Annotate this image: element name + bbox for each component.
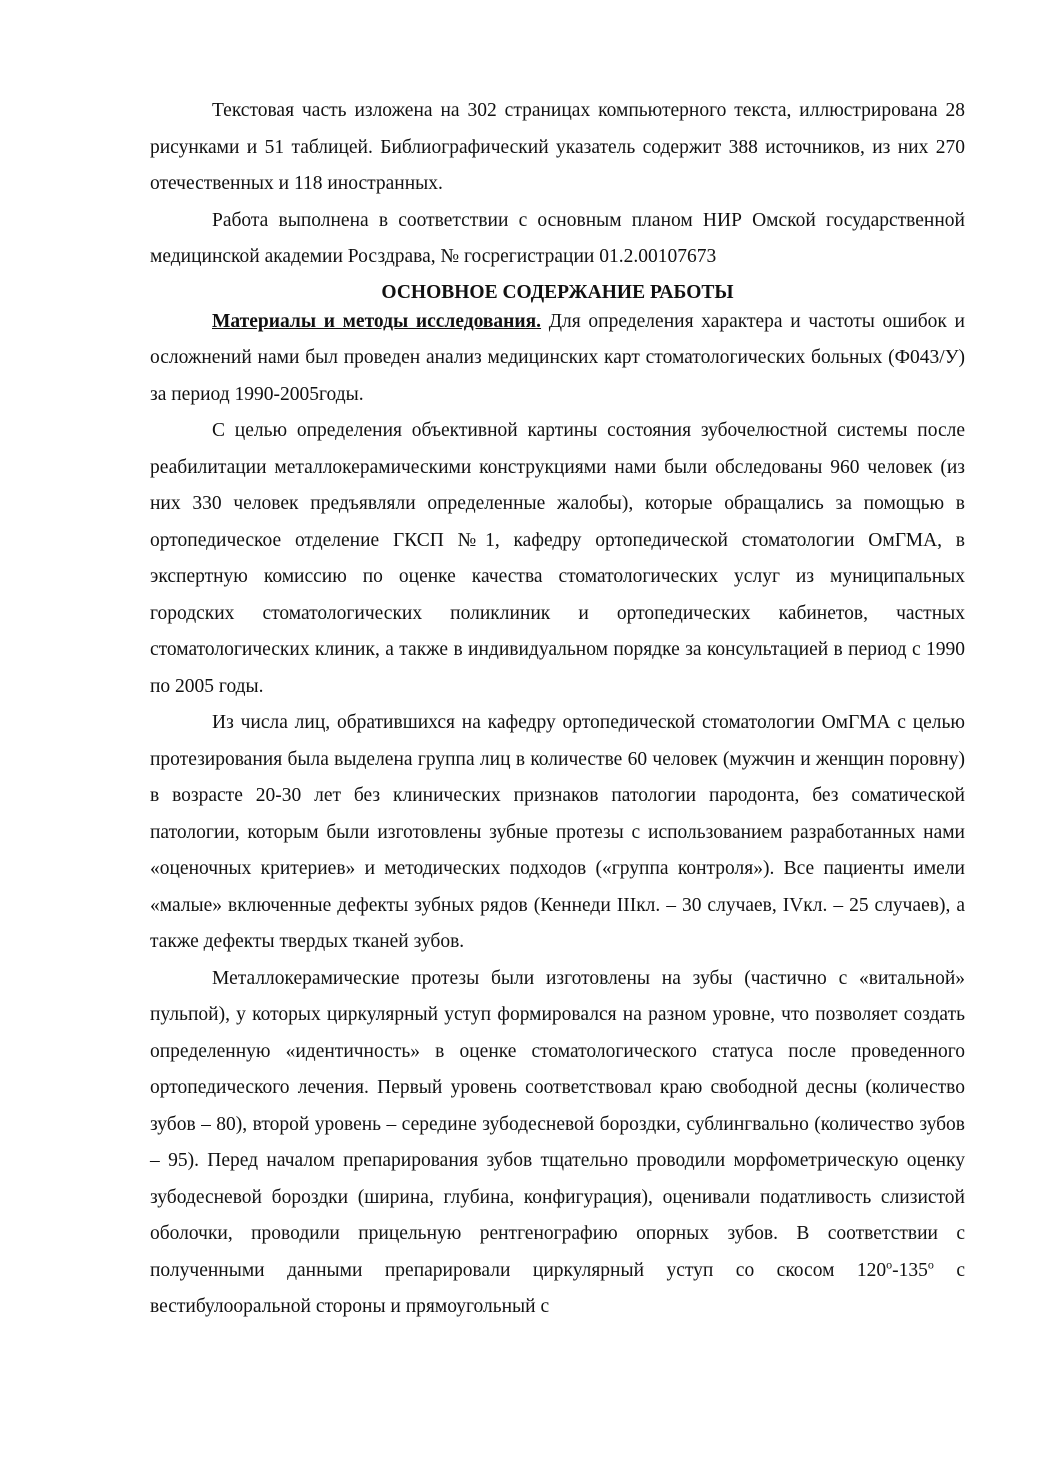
prostheses-text-part-3: с вестибулооральной стороны и прямоугольный с [150,1259,965,1317]
paragraph-text-volume: Текстовая часть изложена на 302 страницах компьютерного текста, иллюстрирована 28 рисунками и 51 таблицей. Библиографический указатель содержит 388 источников, из них 270 отечественных и 118 иностранных. [150,100,965,194]
prostheses-text-part-2: -135 [892,1259,928,1281]
materials-methods-text: Для определения характера и частоты ошибок и осложнений нами был проведен анализ медицинских карт стоматологических больных (Ф043/У) за период 1990-2005годы. [150,310,965,405]
document-page [150,93,965,1326]
degree-sign-1: о [886,1257,893,1271]
paragraph-materials-methods [150,304,965,414]
paragraph-control-group: Из числа лиц, обратившихся на кафедру ортопедической стоматологии ОмГМА с целью протезирования была выделена группа лиц в количестве 60 человек (мужчин и женщин поровну) в возрасте 20-30 лет без клинических признаков патологии пародонта, без соматической патологии, которым были изготовлены зубные протезы с использованием разработанных нами «оценочных критериев» и методических подходов («группа контроля»). Все пациенты имели «малые» включенные дефекты зубных рядов (Кеннеди IIIкл. – 30 случаев, IVкл. – 25 случаев), а также дефекты твердых тканей зубов. [150,712,965,952]
degree-sign-2: о [927,1257,934,1271]
prostheses-text-part-1: Металлокерамические протезы были изготовлены на зубы (частично с «витальной» пульпой), у которых циркулярный уступ формировался на разном уровне, что позволяет создать определенную «идентичность» в оценке стоматологического статуса после проведенного ортопедического лечения. Первый уровень соответствовал краю свободной десны (количество зубов – 80), второй уровень – середине зубодесневой бороздки, сублингвально (количество зубов – 95). Перед началом препарирования зубов тщательно проводили морфометрическую оценку зубодесневой бороздки (ширина, глубина, конфигурация), оценивали податливость слизистой оболочки, проводили прицельную рентгенографию опорных зубов. В соответствии с полученными данными препарировали циркулярный уступ со скосом 120 [150,967,965,1281]
paragraph-metal-ceramic-prostheses [150,961,965,1326]
paragraph-examined-patients: С целью определения объективной картины состояния зубочелюстной системы после реабилитации металлокерамическими конструкциями нами были обследованы 960 человек (из них 330 человек предъявляли определенные жалобы), которые обращались за помощью в ортопедическое отделение ГКСП №1, кафедру ортопедической стоматологии ОмГМА, в экспертную комиссию по оценке качества стоматологических услуг из муниципальных городских стоматологических поликлиник и ортопедических кабинетов, частных стоматологических клиник, а также в индивидуальном порядке за консультацией в период с 1990 по 2005 годы. [150,420,965,697]
paragraph-research-plan: Работа выполнена в соответствии с основным планом НИР Омской государственной медицинской академии Росздрава, № госрегистрации 01.2.00107673 [150,209,965,267]
materials-methods-lead: Материалы и методы исследования. [212,310,542,332]
section-heading: ОСНОВНОЕ СОДЕРЖАНИЕ РАБОТЫ [381,281,734,303]
